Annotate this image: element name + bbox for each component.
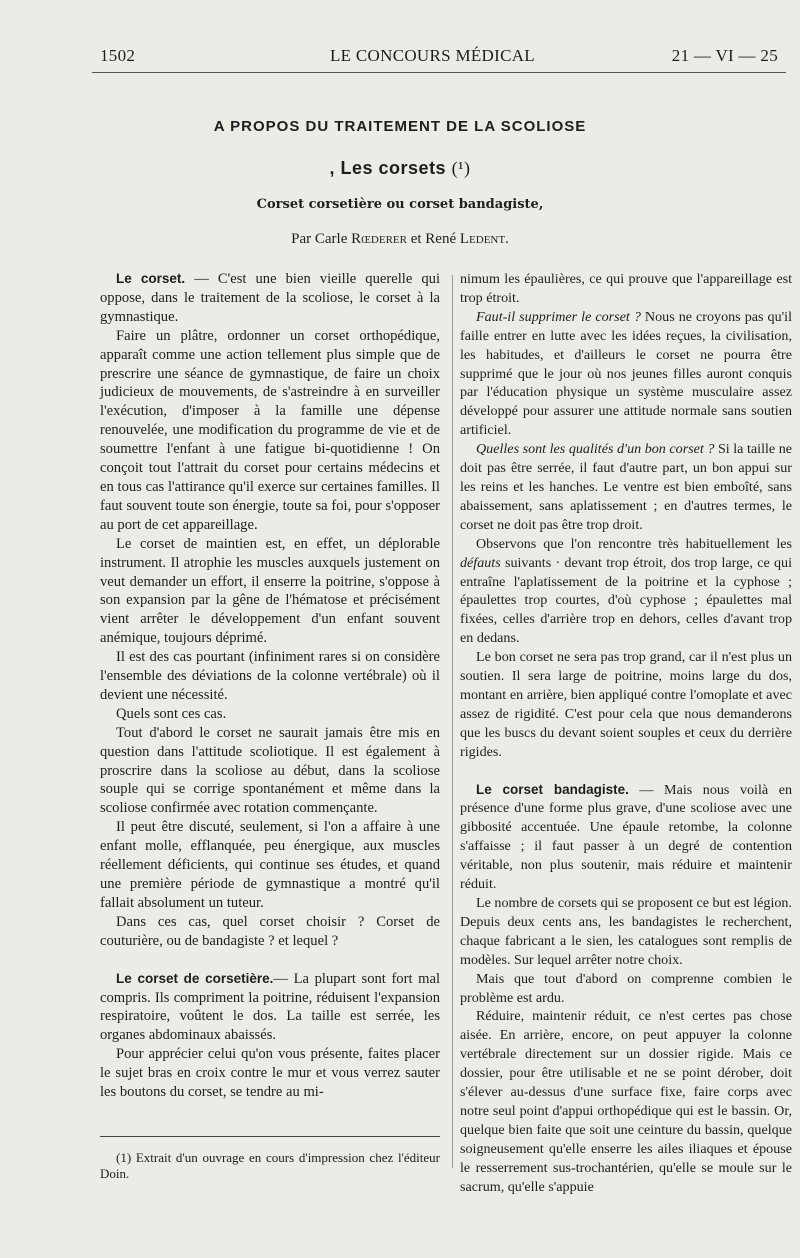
left-column — [100, 270, 440, 1102]
paragraph-text: Le nombre de corsets qui se proposent ce but est légion. Depuis deux cents ans, les bandagistes le recherchent, chaque fabricant a le sien, les catalogues sont remplis de modèles. Sur lequel arrêter notre choix. — [460, 895, 792, 968]
author-ledent: Ledent. — [459, 231, 509, 247]
paragraph-text: Réduire, maintenir réduit, ce n'est certes pas chose aisée. En arrière, encore, on peut appuyer la colonne vertébrale directement sur un dossier rigide. Mais ce dossier, pour être utilisable et ne se point dérober, doit s'élever au-dessus d'une surface fixe, faire corps avec notre seul point d'appui orthopédique qui est le bassin. Or, quelque bien faite que soit une ceinture du bassin, quelque soigneusement qu'elle enserre les ailes iliaques et épouse le resserrement sus-trochantérien, qu'elle se moule sur le sacrum, qu'elle s'appuie — [460, 1008, 792, 1195]
paragraph — [460, 440, 792, 535]
paragraph-text: Dans ces cas, quel corset choisir ? Corset de couturière, ou de bandagiste ? et lequel ? — [100, 913, 440, 949]
paragraph-text: Il est des cas pourtant (infiniment rares si on considère l'ensemble des déviations de la colonne vertébrale) où il devient une nécessité. — [100, 649, 440, 703]
italic-question: Quelles sont les qualités d'un bon corset ? — [476, 441, 715, 458]
paragraph — [460, 308, 792, 440]
header-rule — [92, 72, 786, 73]
author-roederer: Rœderer — [351, 231, 407, 247]
byline-joiner: et René — [410, 231, 457, 247]
footnote-rule — [100, 1136, 440, 1137]
paragraph — [100, 535, 440, 648]
paragraph — [460, 781, 792, 894]
footnote-marker: (¹) — [451, 158, 471, 178]
paragraph-text: Faire un plâtre, ordonner un corset orthopédique, apparaît comme une action tellement plus simple que de prescrire une séance de gymnastique, de faire un choix judicieux de mouvements, de s'astreindre à en surveiller l'exécution, d'imposer à la famille une dépense renouvelée, une modification du programme de vie et de soumettre l'enfant à une fatigue bi-quotidienne ! On conçoit tout l'attrait du corset pour certains médecins et en tous cas l'attirance qu'il exerce sur certaines familles. Il faut souvent toute son énergie, toute sa foi, pour s'opposer au port de cet appareillage. — [100, 327, 440, 533]
paragraph — [460, 894, 792, 970]
paragraph-text: Nous ne croyons pas qu'il faille entrer en lutte avec les idées reçues, la civilisation, les habitudes, et d'ailleurs le corset ne pourra être supprimé que le jour où nos jeunes filles auront conquis par l'éducation physique un système musculaire assez développé pour assurer une attitude normale sans soutien artificiel. — [460, 308, 792, 439]
paragraph — [100, 705, 440, 724]
subtitle-text: , Les corsets — [329, 158, 447, 178]
paragraph — [460, 535, 792, 648]
paragraph-text: — C'est une bien vieille querelle qui oppose, dans le traitement de la scoliose, le corset à la gymnastique. — [100, 271, 440, 325]
paragraph — [100, 818, 440, 913]
paragraph — [100, 327, 440, 535]
section-heading: Le corset. — [116, 271, 186, 286]
paragraph — [460, 270, 792, 308]
paragraph — [460, 970, 792, 1008]
paragraph-text: suivants · devant trop étroit, dos trop large, ce qui entraîne l'aplatissement de la poitrine et la cyphose ; épaulettes trop courtes, d'où cyphose ; épaulettes mal fixées, celles d'arrière trop en dehors, celles d'avant trop en dedans. — [460, 554, 792, 647]
paragraph-text: — La plupart sont fort mal compris. Ils compriment la poitrine, réduisent l'expansion respiratoire, voûtent le dos. La taille est serrée, les organes abdominaux abaissés. — [100, 970, 440, 1044]
section-heading: Le corset bandagiste. — [476, 781, 629, 797]
paragraph — [100, 648, 440, 705]
paragraph-text: Le bon corset ne sera pas trop grand, car il n'est plus un soutien. Il sera large de poitrine, moins large du dos, montant en arrière, bien appliqué contre l'omoplate et avec assez de rigidité. C'est pour cela que nous demanderons que les buscs du devant soient souples et ceux du derrière rigides. — [460, 649, 792, 760]
paragraph-text: Pour apprécier celui qu'on vous présente, faites placer le sujet bras en croix contre le mur et vous verrez sauter les boutons du corset, se tendre au mi- — [100, 1046, 440, 1101]
paragraph-text: — Mais nous voilà en présence d'une forme plus grave, d'une scoliose avec une gibbosité accentuée. Une épaule retombe, la colonne s'affaisse ; il faut passer à un degré de contention véritable, non plus soutenir, mais réduire et maintenir réduit. — [460, 781, 793, 893]
byline-prefix: Par Carle — [291, 231, 348, 247]
paragraph — [100, 913, 440, 951]
issue-date: 21 — VI — 25 — [671, 46, 778, 65]
paragraph — [100, 724, 440, 819]
article-subtitle — [0, 158, 800, 179]
paragraph — [100, 270, 440, 327]
paragraph-text: Tout d'abord le corset ne saurait jamais être mis en question dans l'attitude scoliotique. Il est également à proscrire dans la scoliose au début, dans la scoliose souple qui se corrige spontanément et même dans la scoliose confirmée avec rotation commençante. — [100, 724, 440, 817]
paragraph-text: Quels sont ces cas. — [116, 705, 227, 722]
footnote: (1) Extrait d'un ouvrage en cours d'impression chez l'éditeur Doin. — [100, 1150, 440, 1181]
paragraph — [460, 1007, 792, 1196]
paragraph — [100, 970, 440, 1046]
italic-term: défauts — [460, 554, 501, 571]
journal-title: LE CONCOURS MÉDICAL — [330, 46, 535, 65]
paragraph-text: nimum les épaulières, ce qui prouve que l'appareillage est trop étroit. — [460, 271, 792, 306]
article-title: A PROPOS DU TRAITEMENT DE LA SCOLIOSE — [213, 118, 587, 135]
italic-question: Faut-il supprimer le corset ? — [476, 308, 641, 325]
column-divider — [452, 275, 453, 1168]
paragraph-text: Il peut être discuté, seulement, si l'on a affaire à une enfant molle, efflanquée, peu énergique, aux muscles réellement déficients, qui continue ses études, et quand une première période de gymnastique a montré qu'il fallait absolument un tuteur. — [100, 819, 440, 911]
paragraph-text: Le corset de maintien est, en effet, un déplorable instrument. Il atrophie les muscles auxquels justement on veut demander un effort, il enserre la poitrine, s'oppose à son expansion par la gêne de l'hématose et précisément vient arrêter le développement d'un enfant souvent anémique, toujours déprimé. — [100, 535, 440, 647]
right-column — [460, 270, 792, 1197]
page-number: 1502 — [100, 46, 136, 65]
paragraph — [460, 648, 792, 761]
byline — [0, 231, 800, 248]
paragraph-text: Si la taille ne doit pas être serrée, il faut d'autre part, un bon appui sur les reins et les hanches. Le ventre est bien emboîté, sans abaissement, sans aplatissement ; en d'autres termes, le corset ne doit pas être trop droit. — [460, 441, 792, 533]
section-heading: Le corset de corsetière. — [116, 970, 274, 986]
paragraph — [100, 1045, 440, 1102]
paragraph-text: Mais que tout d'abord on comprenne combien le problème est ardu. — [460, 970, 792, 1006]
paragraph-text: Observons que l'on rencontre très habituellement les — [476, 535, 792, 552]
article-kicker: Corset corsetière ou corset bandagiste, — [256, 197, 544, 212]
